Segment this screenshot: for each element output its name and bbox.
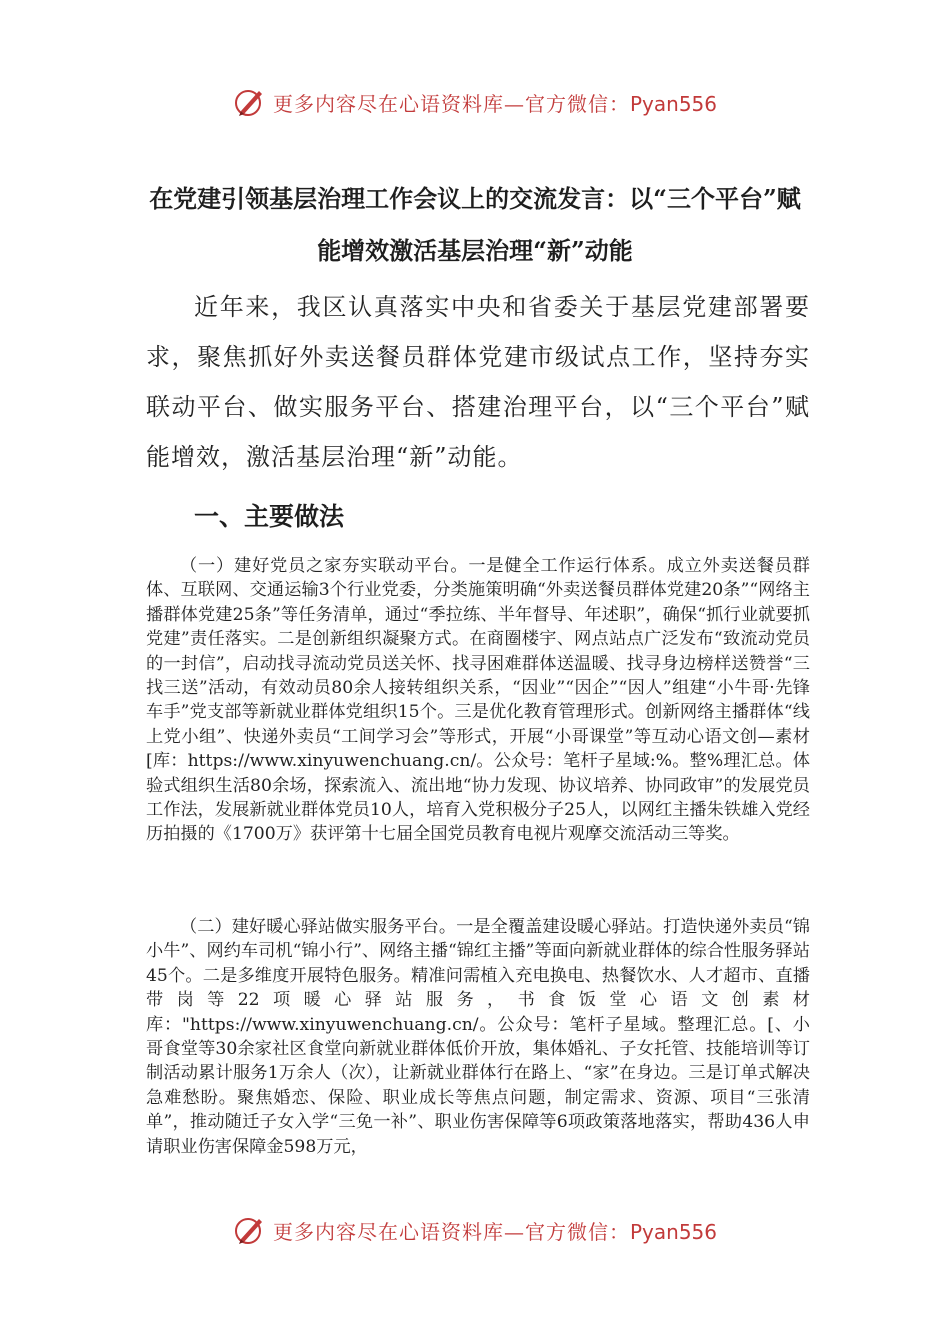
section-heading: 一、主要做法 [194, 502, 345, 531]
pen-logo-icon [233, 1213, 267, 1247]
body-paragraph: （一）建好党员之家夯实联动平台。一是健全工作运行体系。成立外卖送餐员群体、互联网、交通运输3个行业党委，分类施策明确“外卖送餐员群体党建20条”“网络主播群体党建25条”等任务清单，通过“季拉练、半年督导、年述职”，确保“抓行业就要抓党建”责任落实。二是创新组织凝聚方式。在商圈楼宇、网点站点广泛发布“致流动党员的一封信”，启动找寻流动党员送关怀、找寻困难群体送温暖、找寻身边榜样送赞誉“三找三送”活动，有效动员80余人接转组织关系，“因业”“因企”“因人”组建“小牛哥·先锋车手”党支部等新就业群体党组织15个。三是优化教育管理形式。创新网络主播群体“线上党小组”、快递外卖员“工间学习会”等形式，开展“小哥课堂”等互动心语文创—素材[库：https://www.xinyuwenchuang.cn/。公众号：笔杆子星域:%。整%理汇总。体验式组织生活80余场，探索流入、流出地“协力发现、协议培养、协同政审”的发展党员工作法，发展新就业群体党员10人，培育入党积极分子25人，以网红主播朱铁雄入党经历拍摄的《1700万》获评第十七届全国党员教育电视片观摩交流活动三等奖。 [146, 556, 810, 845]
intro-paragraph: 近年来，我区认真落实中央和省委关于基层党建部署要求，聚焦抓好外卖送餐员群体党建市级试点工作，坚持夯实联动平台、做实服务平台、搭建治理平台，以“三个平台”赋能增效，激活基层治理“新”动能。 [146, 293, 810, 471]
watermark-banner-bottom [0, 1210, 950, 1250]
pen-logo-icon [233, 85, 267, 119]
body-paragraph: （二）建好暖心驿站做实服务平台。一是全覆盖建设暖心驿站。打造快递外卖员“锦小牛”、网约车司机“锦小行”、网络主播“锦红主播”等面向新就业群体的综合性服务驿站45个。二是多维度开展特色服务。精准问需植入充电换电、热餐饮水、人才超市、直播带岗等22项暖心驿站服务，书食饭堂心语文创素材库："https://www.xinyuwenchuang.cn/。公众号：笔杆子星域。整理汇总。[、小哥食堂等30余家社区食堂向新就业群体低价开放，集体婚礼、子女托管、技能培训等订制活动累计服务1万余人（次），让新就业群体行在路上、“家”在身边。三是订单式解决急难愁盼。聚焦婚恋、保险、职业成长等焦点问题，制定需求、资源、项目“三张清单”，推动随迁子女入学“三免一补”、职业伤害保障等6项政策落地落实，帮助436人申请职业伤害保障金598万元， [146, 917, 810, 1157]
banner-text: 更多内容尽在心语资料库—官方微信：Pyan556 [272, 91, 717, 116]
banner-text: 更多内容尽在心语资料库—官方微信：Pyan556 [272, 1219, 717, 1244]
banner-account: Pyan556 [629, 91, 717, 116]
banner-account: Pyan556 [629, 1219, 717, 1244]
document-title: 在党建引领基层治理工作会议上的交流发言：以“三个平台”赋能增效激活基层治理“新”动能 [149, 184, 801, 265]
watermark-banner-top [0, 82, 950, 122]
